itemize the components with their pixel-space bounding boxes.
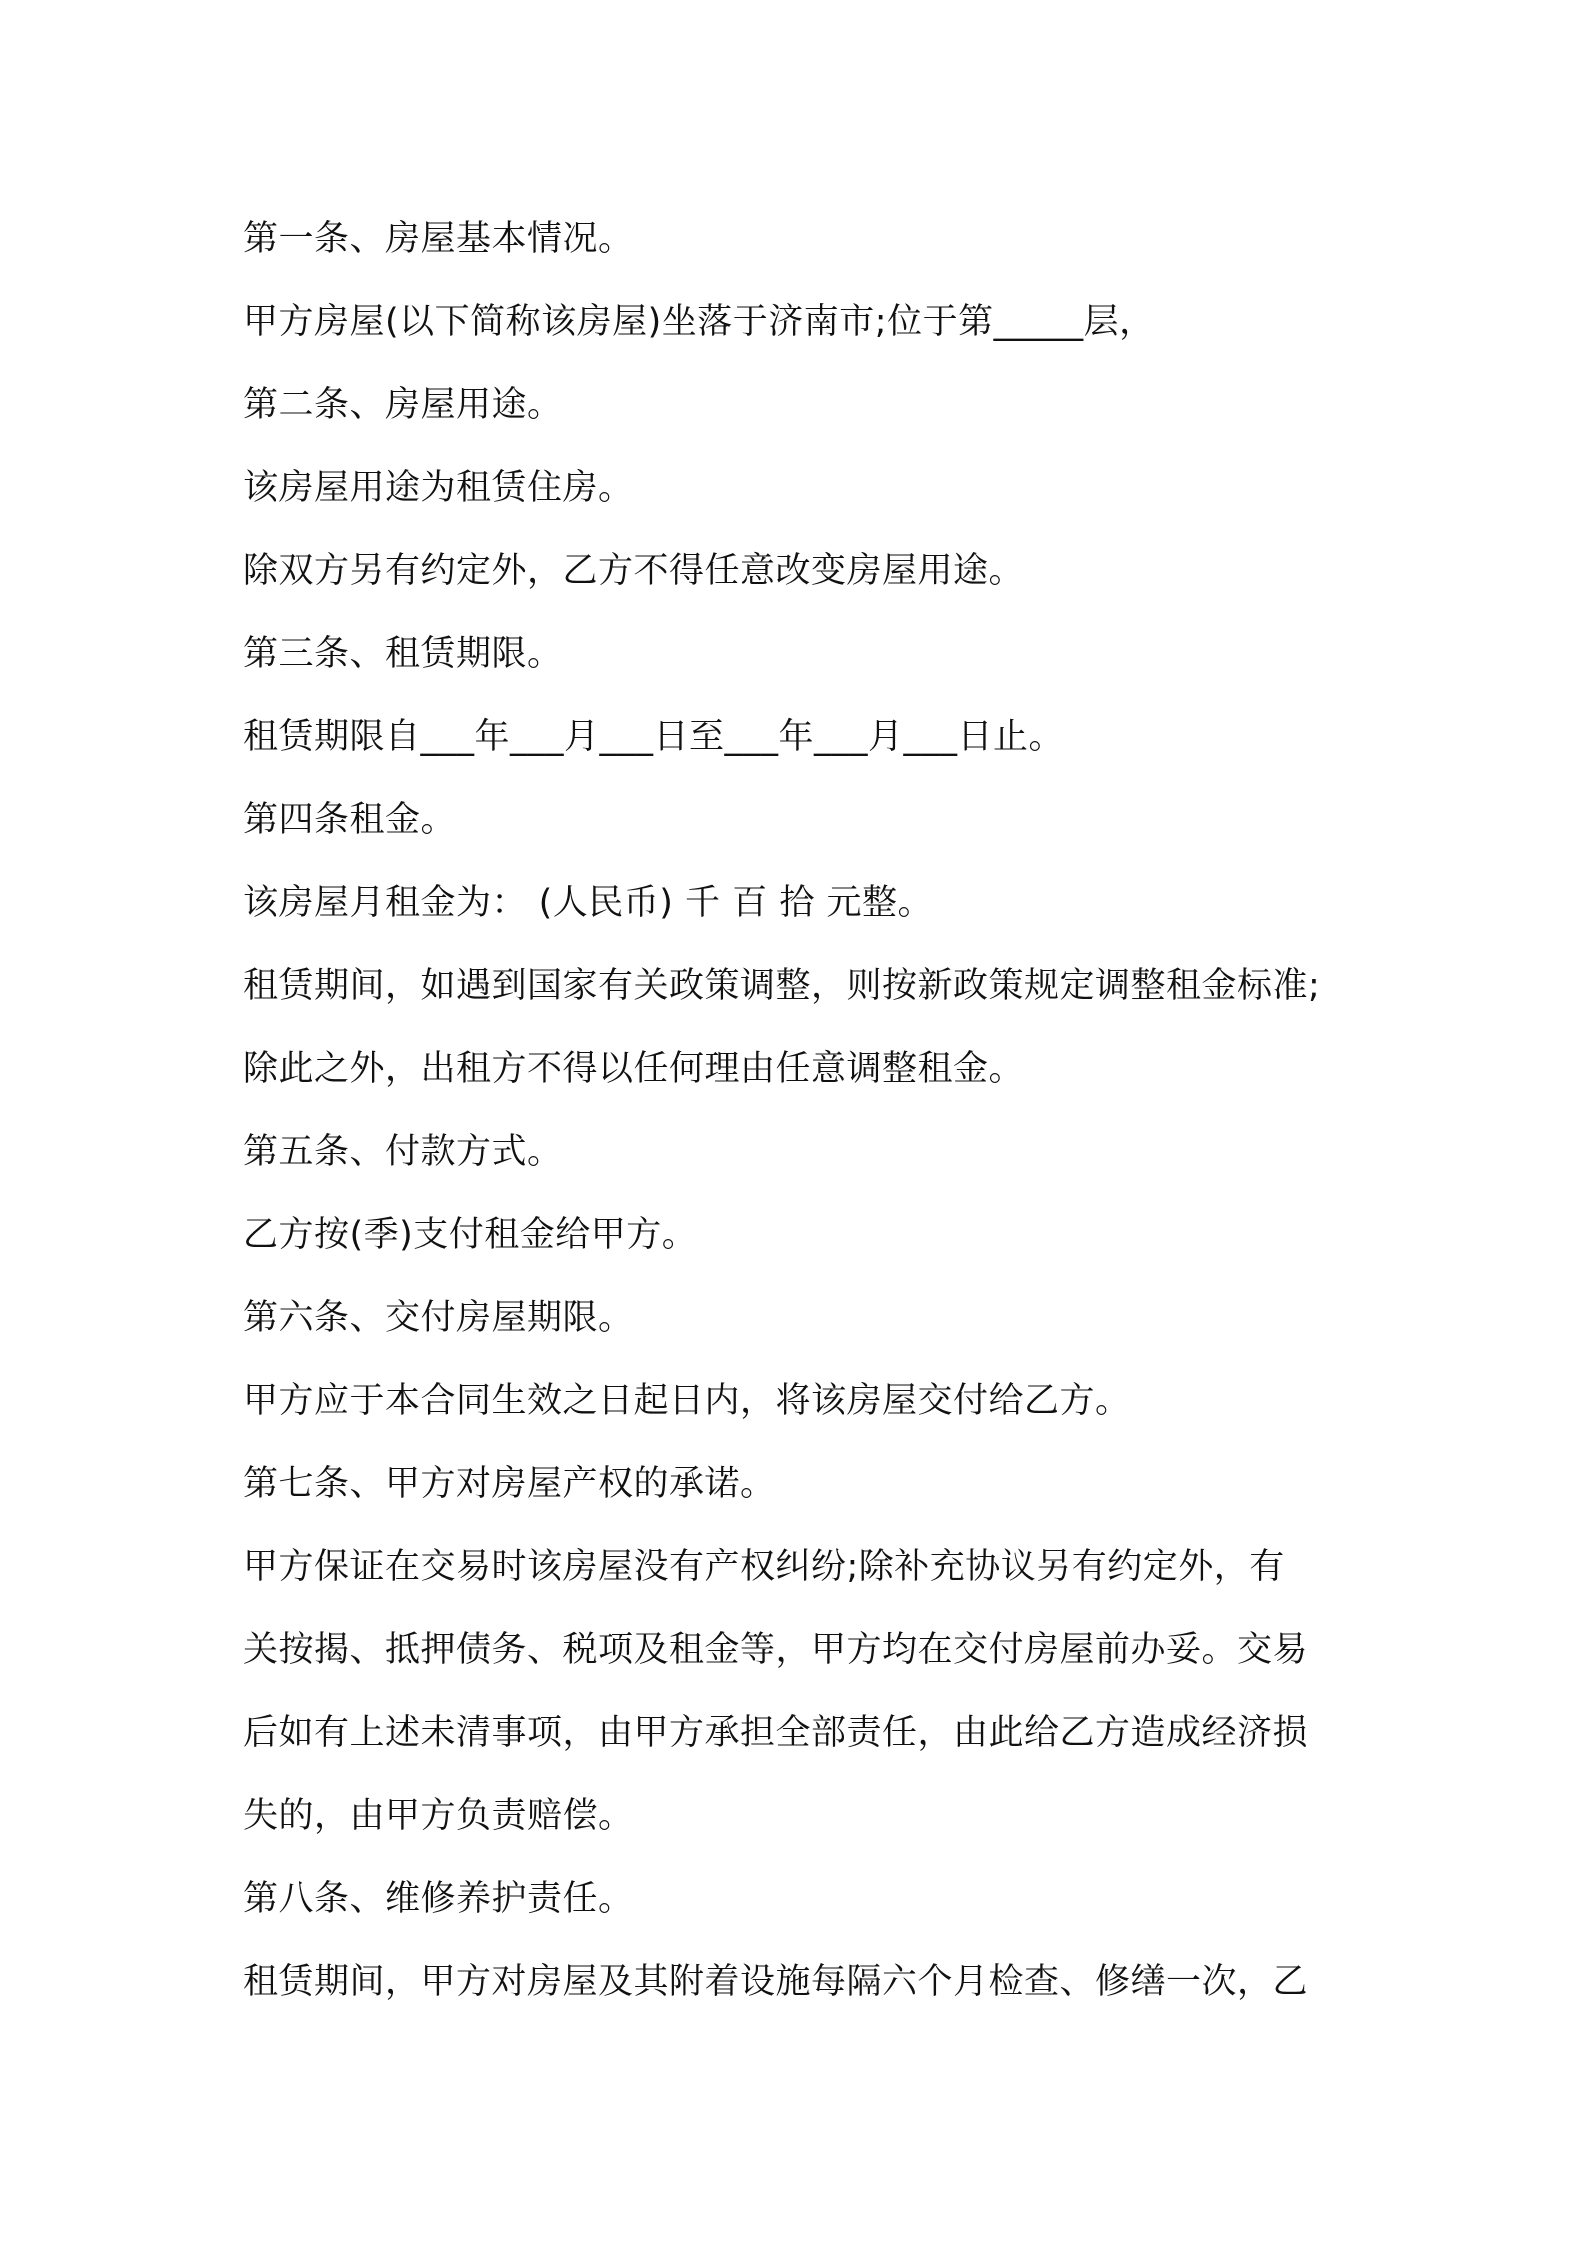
article-2-text-2: 除双方另有约定外，乙方不得任意改变房屋用途。: [243, 551, 1025, 591]
article-4-text-3: 除此之外，出租方不得以任何理由任意调整租金。: [243, 1049, 1025, 1089]
article-6-heading: 第六条、交付房屋期限。: [243, 1298, 634, 1338]
article-3-text: 租赁期限自___年___月___日至___年___月___日止。: [243, 717, 1065, 757]
article-8-heading: 第八条、维修养护责任。: [243, 1879, 634, 1919]
article-7-text-2: 关按揭、抵押债务、税项及租金等，甲方均在交付房屋前办妥。交易: [243, 1630, 1309, 1670]
article-4-heading: 第四条租金。: [243, 800, 457, 840]
article-8-text-1: 租赁期间，甲方对房屋及其附着设施每隔六个月检查、修缮一次，乙: [243, 1962, 1309, 2002]
article-2-heading: 第二条、房屋用途。: [243, 385, 563, 425]
article-4-text-2: 租赁期间，如遇到国家有关政策调整，则按新政策规定调整租金标准;: [243, 966, 1321, 1006]
article-5-text: 乙方按(季)支付租金给甲方。: [243, 1215, 698, 1255]
article-7-text-1: 甲方保证在交易时该房屋没有产权纠纷;除补充协议另有约定外，有: [243, 1547, 1285, 1587]
article-1-text: 甲方房屋(以下简称该房屋)坐落于济南市;位于第_____层，: [243, 302, 1155, 342]
article-1-heading: 第一条、房屋基本情况。: [243, 219, 634, 259]
article-2-text-1: 该房屋用途为租赁住房。: [243, 468, 634, 508]
article-3-heading: 第三条、租赁期限。: [243, 634, 563, 674]
article-6-text: 甲方应于本合同生效之日起日内，将该房屋交付给乙方。: [243, 1381, 1131, 1421]
article-7-heading: 第七条、甲方对房屋产权的承诺。: [243, 1464, 776, 1504]
article-7-text-3: 后如有上述未清事项，由甲方承担全部责任，由此给乙方造成经济损: [243, 1713, 1309, 1753]
article-7-text-4: 失的，由甲方负责赔偿。: [243, 1796, 634, 1836]
document-body: [243, 198, 1353, 2024]
article-4-text-1: 该房屋月租金为： (人民币) 千 百 拾 元整。: [243, 883, 933, 923]
article-5-heading: 第五条、付款方式。: [243, 1132, 563, 1172]
